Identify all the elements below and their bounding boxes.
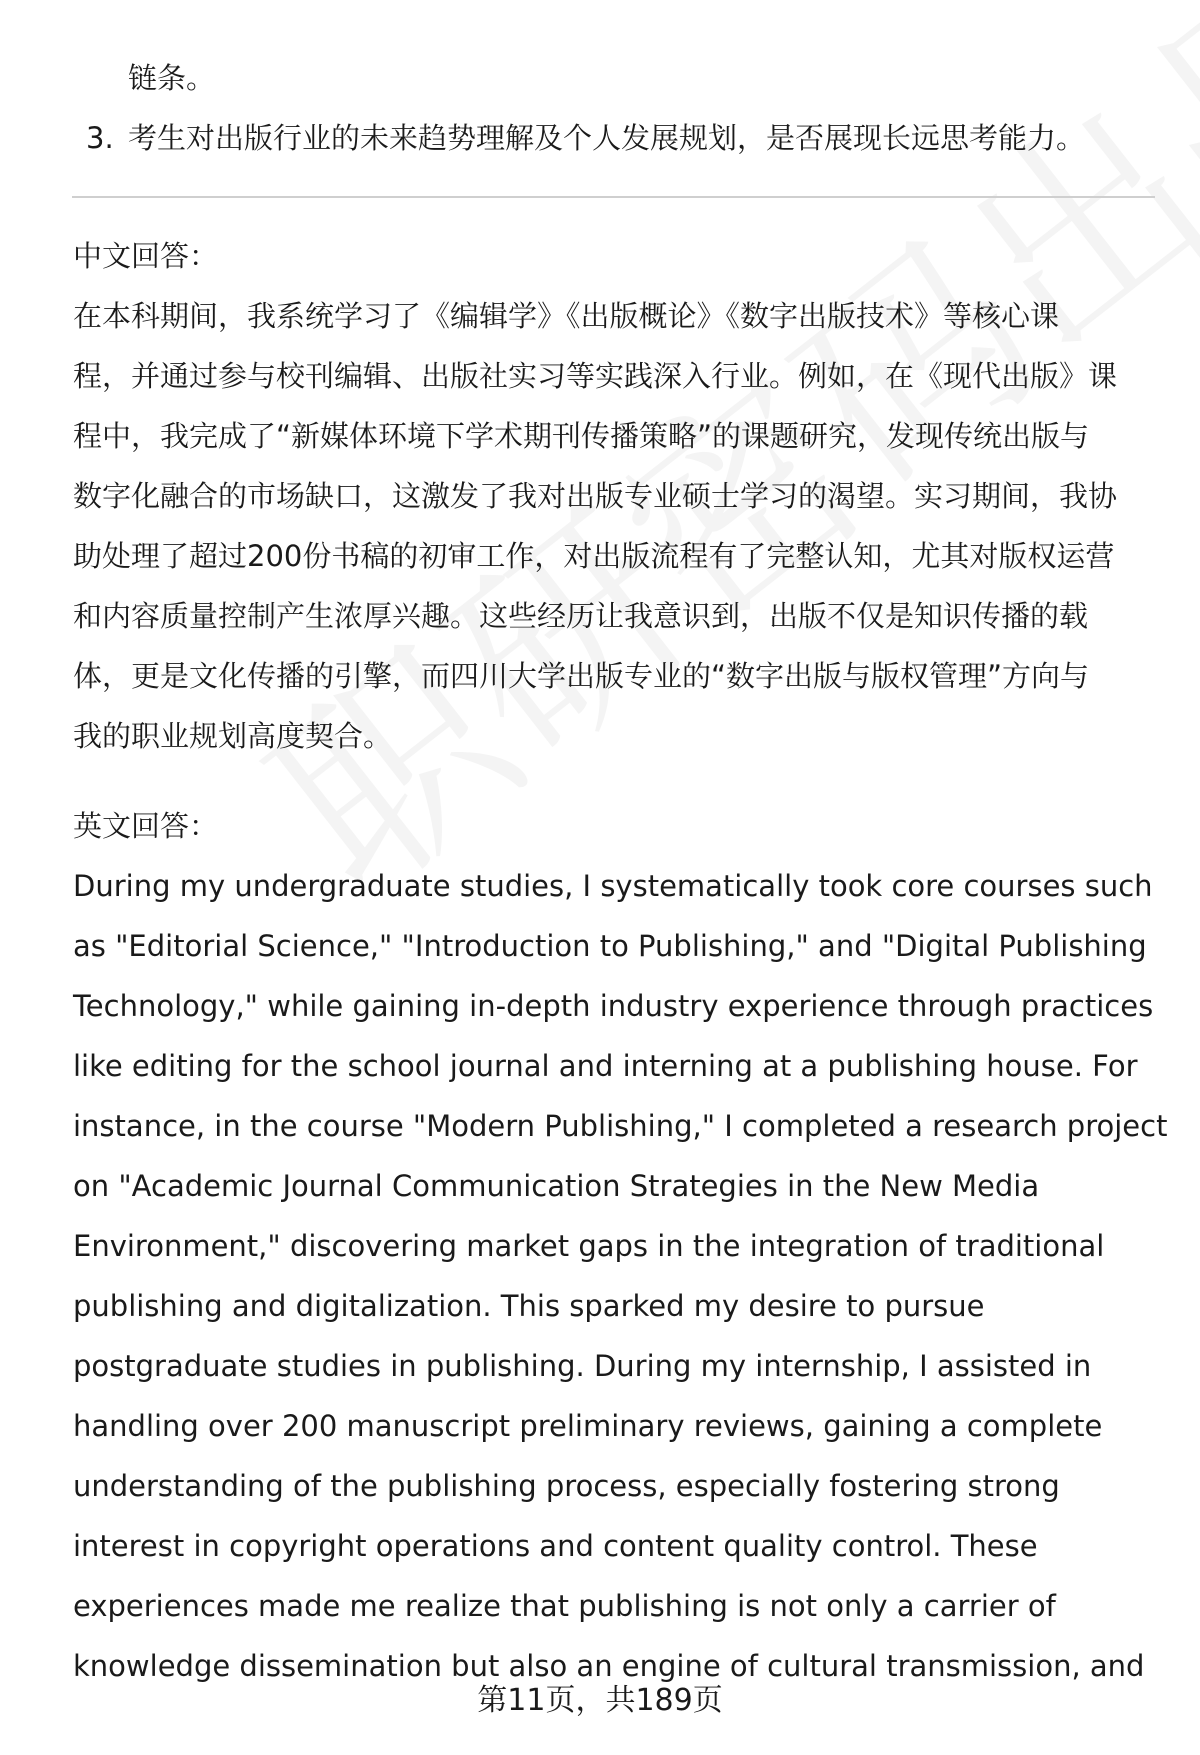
english-line: publishing and digitalization. This sparked my desire to pursue — [73, 1289, 985, 1323]
english-line: Technology," while gaining in-depth industry experience through practices — [73, 989, 1154, 1023]
chinese-answer-heading: 中文回答： — [73, 239, 219, 273]
chinese-line: 程中，我完成了“新媒体环境下学术期刊传播策略”的课题研究，发现传统出版与 — [73, 419, 1090, 453]
list-number: 3. — [86, 121, 114, 155]
paragraph-gap — [73, 766, 1153, 796]
english-line: as "Editorial Science," "Introduction to Publishing," and "Digital Publishing — [73, 929, 1147, 963]
chinese-line: 助处理了超过200份书稿的初审工作，对出版流程有了完整认知，尤其对版权运营 — [73, 539, 1115, 573]
chinese-line: 我的职业规划高度契合。 — [73, 719, 393, 753]
english-answer-heading: 英文回答： — [73, 809, 219, 843]
list-text: 考生对出版行业的未来趋势理解及个人发展规划，是否展现长远思考能力。 — [128, 121, 1086, 155]
chinese-line: 在本科期间，我系统学习了《编辑学》《出版概论》《数字出版技术》等核心课 — [73, 299, 1060, 333]
section-divider — [72, 196, 1155, 198]
chinese-answer-body — [73, 286, 1153, 766]
english-line: handling over 200 manuscript preliminary reviews, gaining a complete — [73, 1409, 1103, 1443]
list-item-3 — [73, 108, 1153, 168]
chinese-line: 体，更是文化传播的引擎，而四川大学出版专业的“数字出版与版权管理”方向与 — [73, 659, 1090, 693]
english-line: knowledge dissemination but also an engine of cultural transmission, and — [73, 1649, 1145, 1683]
english-line: postgraduate studies in publishing. During my internship, I assisted in — [73, 1349, 1092, 1383]
page-number-footer: 第11页，共189页 — [477, 1683, 723, 1718]
english-line: on "Academic Journal Communication Strategies in the New Media — [73, 1169, 1040, 1203]
english-line: like editing for the school journal and interning at a publishing house. For — [73, 1049, 1138, 1083]
english-line: understanding of the publishing process, especially fostering strong — [73, 1469, 1060, 1503]
english-line: During my undergraduate studies, I systematically took core courses such — [73, 869, 1153, 903]
page-content — [73, 48, 1168, 1696]
list-continuation: 链条。 — [128, 61, 216, 95]
english-line: instance, in the course "Modern Publishing," I completed a research project — [73, 1109, 1168, 1143]
english-answer-body — [73, 856, 1168, 1696]
chinese-line: 程，并通过参与校刊编辑、出版社实习等实践深入行业。例如，在《现代出版》课 — [73, 359, 1118, 393]
chinese-line: 和内容质量控制产生浓厚兴趣。这些经历让我意识到，出版不仅是知识传播的载 — [73, 599, 1089, 633]
chinese-line: 数字化融合的市场缺口，这激发了我对出版专业硕士学习的渴望。实习期间，我协 — [73, 479, 1118, 513]
english-line: interest in copyright operations and content quality control. These — [73, 1529, 1038, 1563]
english-line: experiences made me realize that publishing is not only a carrier of — [73, 1589, 1056, 1623]
english-line: Environment," discovering market gaps in the integration of traditional — [73, 1229, 1105, 1263]
